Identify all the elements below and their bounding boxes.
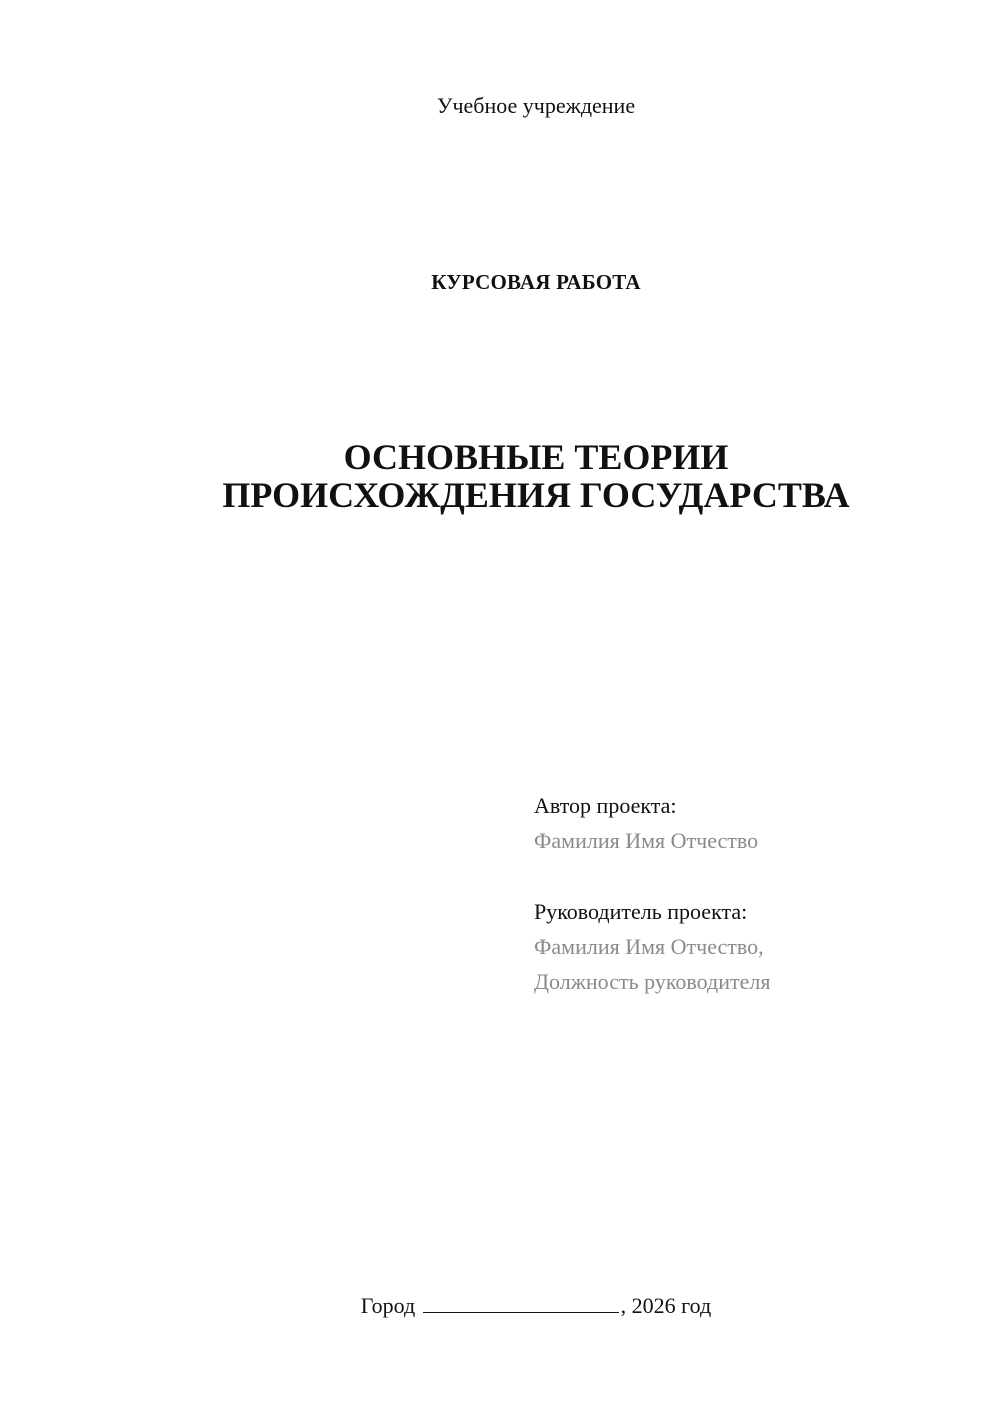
document-title-line-1: ОСНОВНЫЕ ТЕОРИИ xyxy=(343,437,729,477)
author-name: Фамилия Имя Отчество xyxy=(534,828,759,853)
year-text: , 2026 год xyxy=(620,1293,712,1318)
author-label: Автор проекта: xyxy=(534,793,677,818)
work-type-heading: КУРСОВАЯ РАБОТА xyxy=(431,270,641,294)
document-title xyxy=(0,438,1000,514)
supervisor-name: Фамилия Имя Отчество, xyxy=(534,934,764,959)
supervisor-label: Руководитель проекта: xyxy=(534,899,748,924)
supervisor-position: Должность руководителя xyxy=(534,969,771,994)
city-label: Город xyxy=(360,1293,416,1318)
institution-name: Учебное учреждение xyxy=(436,93,636,118)
document-title-line-2: ПРОИСХОЖДЕНИЯ ГОСУДАРСТВА xyxy=(222,475,850,515)
signatures-block xyxy=(534,788,974,1035)
author-block xyxy=(534,788,974,858)
supervisor-block xyxy=(534,894,974,999)
city-year-footer xyxy=(0,1290,1000,1321)
city-blank-line xyxy=(423,1290,619,1313)
